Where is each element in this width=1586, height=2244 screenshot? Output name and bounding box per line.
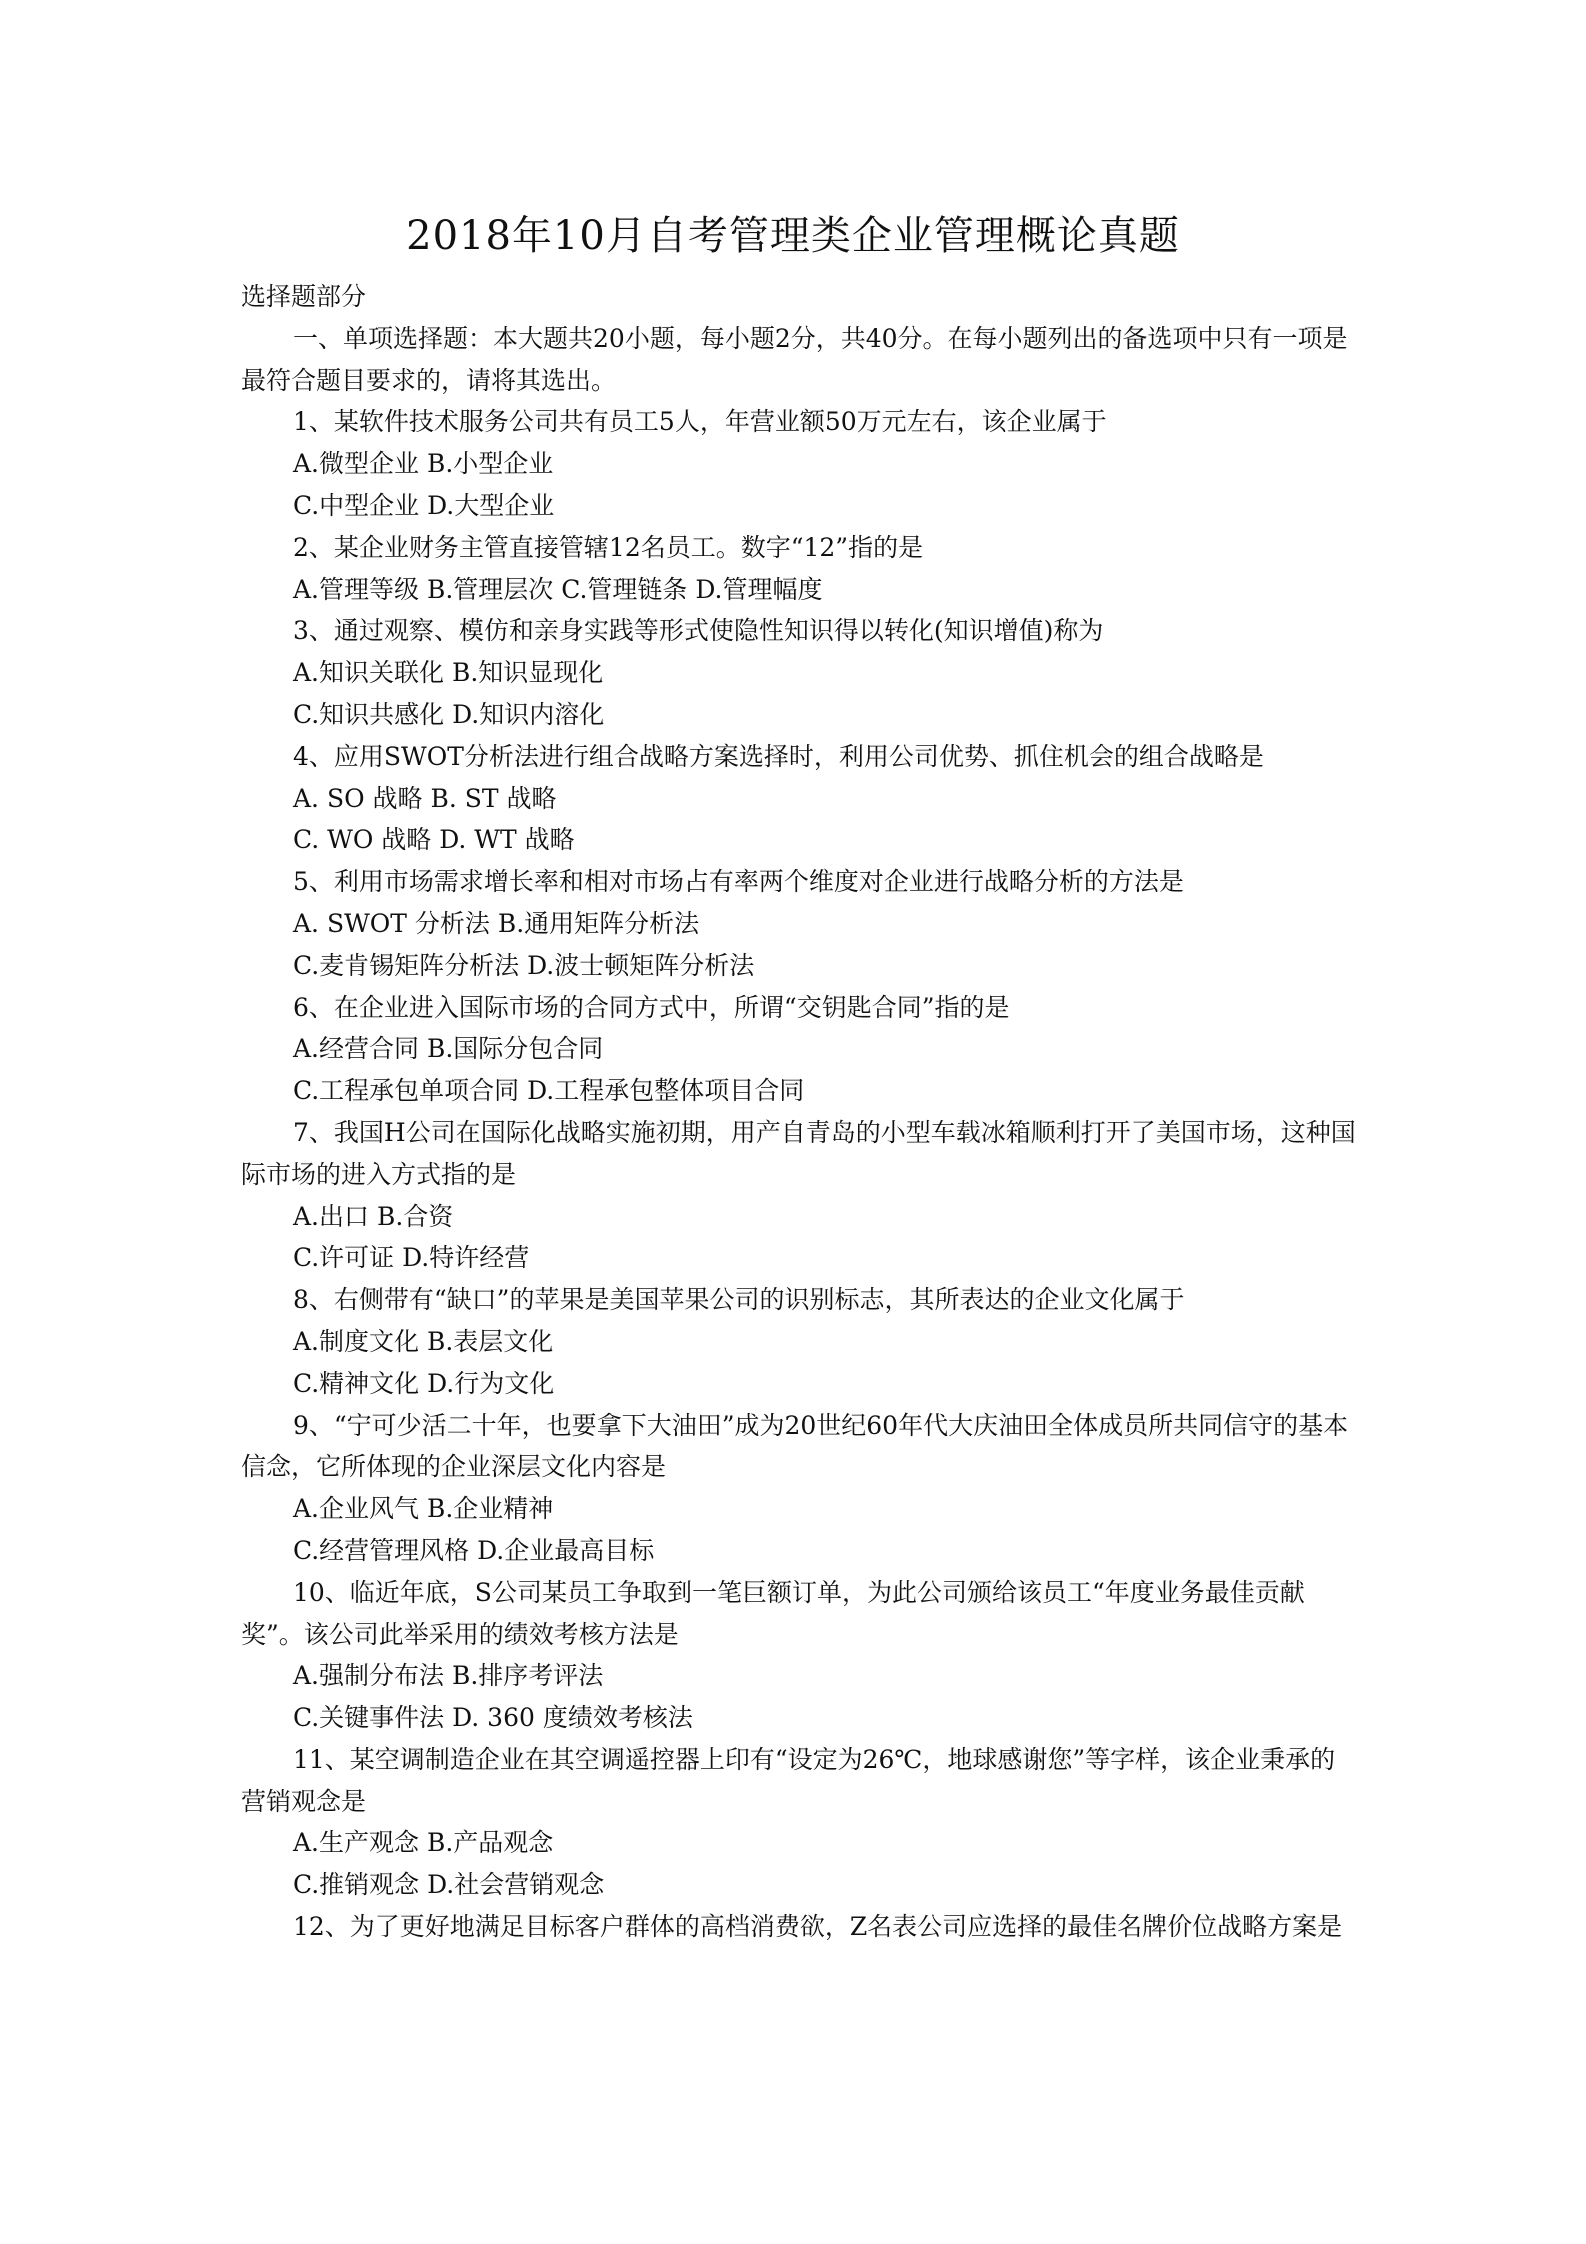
option-line: A. SWOT 分析法 B.通用矩阵分析法 — [293, 908, 700, 938]
question-2 — [241, 527, 1359, 611]
question-9 — [241, 1405, 1359, 1572]
instructions: 一、单项选择题：本大题共20小题，每小题2分，共40分。在每小题列出的备选项中只有一项是最符合题目要求的，请将其选出。 — [241, 323, 1348, 395]
question-7 — [241, 1112, 1359, 1279]
question-10 — [241, 1572, 1359, 1739]
question-stem: 4、应用SWOT分析法进行组合战略方案选择时，利用公司优势、抓住机会的组合战略是 — [293, 741, 1264, 771]
option-line: C.经营管理风格 D.企业最高目标 — [293, 1535, 655, 1565]
option-line: A.出口 B.合资 — [293, 1201, 454, 1231]
question-11 — [241, 1739, 1359, 1906]
question-stem: 11、某空调制造企业在其空调遥控器上印有“设定为26℃，地球感谢您”等字样，该企业秉承的营销观念是 — [241, 1744, 1336, 1816]
question-stem: 3、通过观察、模仿和亲身实践等形式使隐性知识得以转化(知识增值)称为 — [293, 616, 1104, 646]
section-label: 选择题部分 — [241, 282, 367, 311]
question-stem: 12、为了更好地满足目标客户群体的高档消费欲，Z名表公司应选择的最佳名牌价位战略方案是 — [293, 1912, 1343, 1942]
question-stem: 8、右侧带有“缺口”的苹果是美国苹果公司的识别标志，其所表达的企业文化属于 — [293, 1285, 1185, 1315]
question-stem: 6、在企业进入国际市场的合同方式中，所谓“交钥匙合同”指的是 — [293, 992, 1010, 1022]
option-line: A.微型企业 B.小型企业 — [293, 449, 554, 479]
question-stem: 2、某企业财务主管直接管辖12名员工。数字“12”指的是 — [293, 532, 924, 562]
option-line: A.制度文化 B.表层文化 — [293, 1326, 554, 1356]
page-title: 2018年10月自考管理类企业管理概论真题 — [406, 213, 1180, 259]
option-line: A.经营合同 B.国际分包合同 — [293, 1034, 604, 1064]
question-stem: 10、临近年底，S公司某员工争取到一笔巨额订单，为此公司颁给该员工“年度业务最佳贡献奖”。该公司此举采用的绩效考核方法是 — [241, 1577, 1305, 1649]
option-line: C.许可证 D.特许经营 — [293, 1243, 530, 1273]
option-line: C.工程承包单项合同 D.工程承包整体项目合同 — [293, 1076, 805, 1106]
option-line: C.推销观念 D.社会营销观念 — [293, 1870, 605, 1900]
question-3 — [241, 610, 1359, 735]
option-line: A.知识关联化 B.知识显现化 — [293, 658, 604, 688]
option-line: A.管理等级 B.管理层次 C.管理链条 D.管理幅度 — [293, 574, 823, 604]
question-stem: 9、“宁可少活二十年，也要拿下大油田”成为20世纪60年代大庆油田全体成员所共同信守的基本信念，它所体现的企业深层文化内容是 — [241, 1410, 1349, 1482]
option-line: C.精神文化 D.行为文化 — [293, 1368, 555, 1398]
option-line: C.中型企业 D.大型企业 — [293, 490, 555, 520]
question-5 — [241, 861, 1359, 986]
question-8 — [241, 1279, 1359, 1404]
question-stem: 1、某软件技术服务公司共有员工5人，年营业额50万元左右，该企业属于 — [293, 407, 1107, 437]
option-line: A.企业风气 B.企业精神 — [293, 1494, 554, 1524]
question-stem: 7、我国H公司在国际化战略实施初期，用产自青岛的小型车载冰箱顺利打开了美国市场，这种国际市场的进入方式指的是 — [241, 1117, 1356, 1189]
option-line: C.麦肯锡矩阵分析法 D.波士顿矩阵分析法 — [293, 950, 755, 980]
option-line: C. WO 战略 D. WT 战略 — [293, 825, 575, 855]
question-stem: 5、利用市场需求增长率和相对市场占有率两个维度对企业进行战略分析的方法是 — [293, 867, 1184, 897]
option-line: A.生产观念 B.产品观念 — [293, 1828, 554, 1858]
exam-content — [241, 276, 1359, 1948]
option-line: A. SO 战略 B. ST 战略 — [293, 783, 557, 813]
option-line: C.关键事件法 D. 360 度绩效考核法 — [293, 1703, 693, 1733]
question-12 — [241, 1906, 1359, 1948]
option-line: C.知识共感化 D.知识内溶化 — [293, 699, 605, 729]
question-6 — [241, 987, 1359, 1112]
option-line: A.强制分布法 B.排序考评法 — [293, 1661, 604, 1691]
question-1 — [241, 401, 1359, 526]
question-4 — [241, 736, 1359, 861]
